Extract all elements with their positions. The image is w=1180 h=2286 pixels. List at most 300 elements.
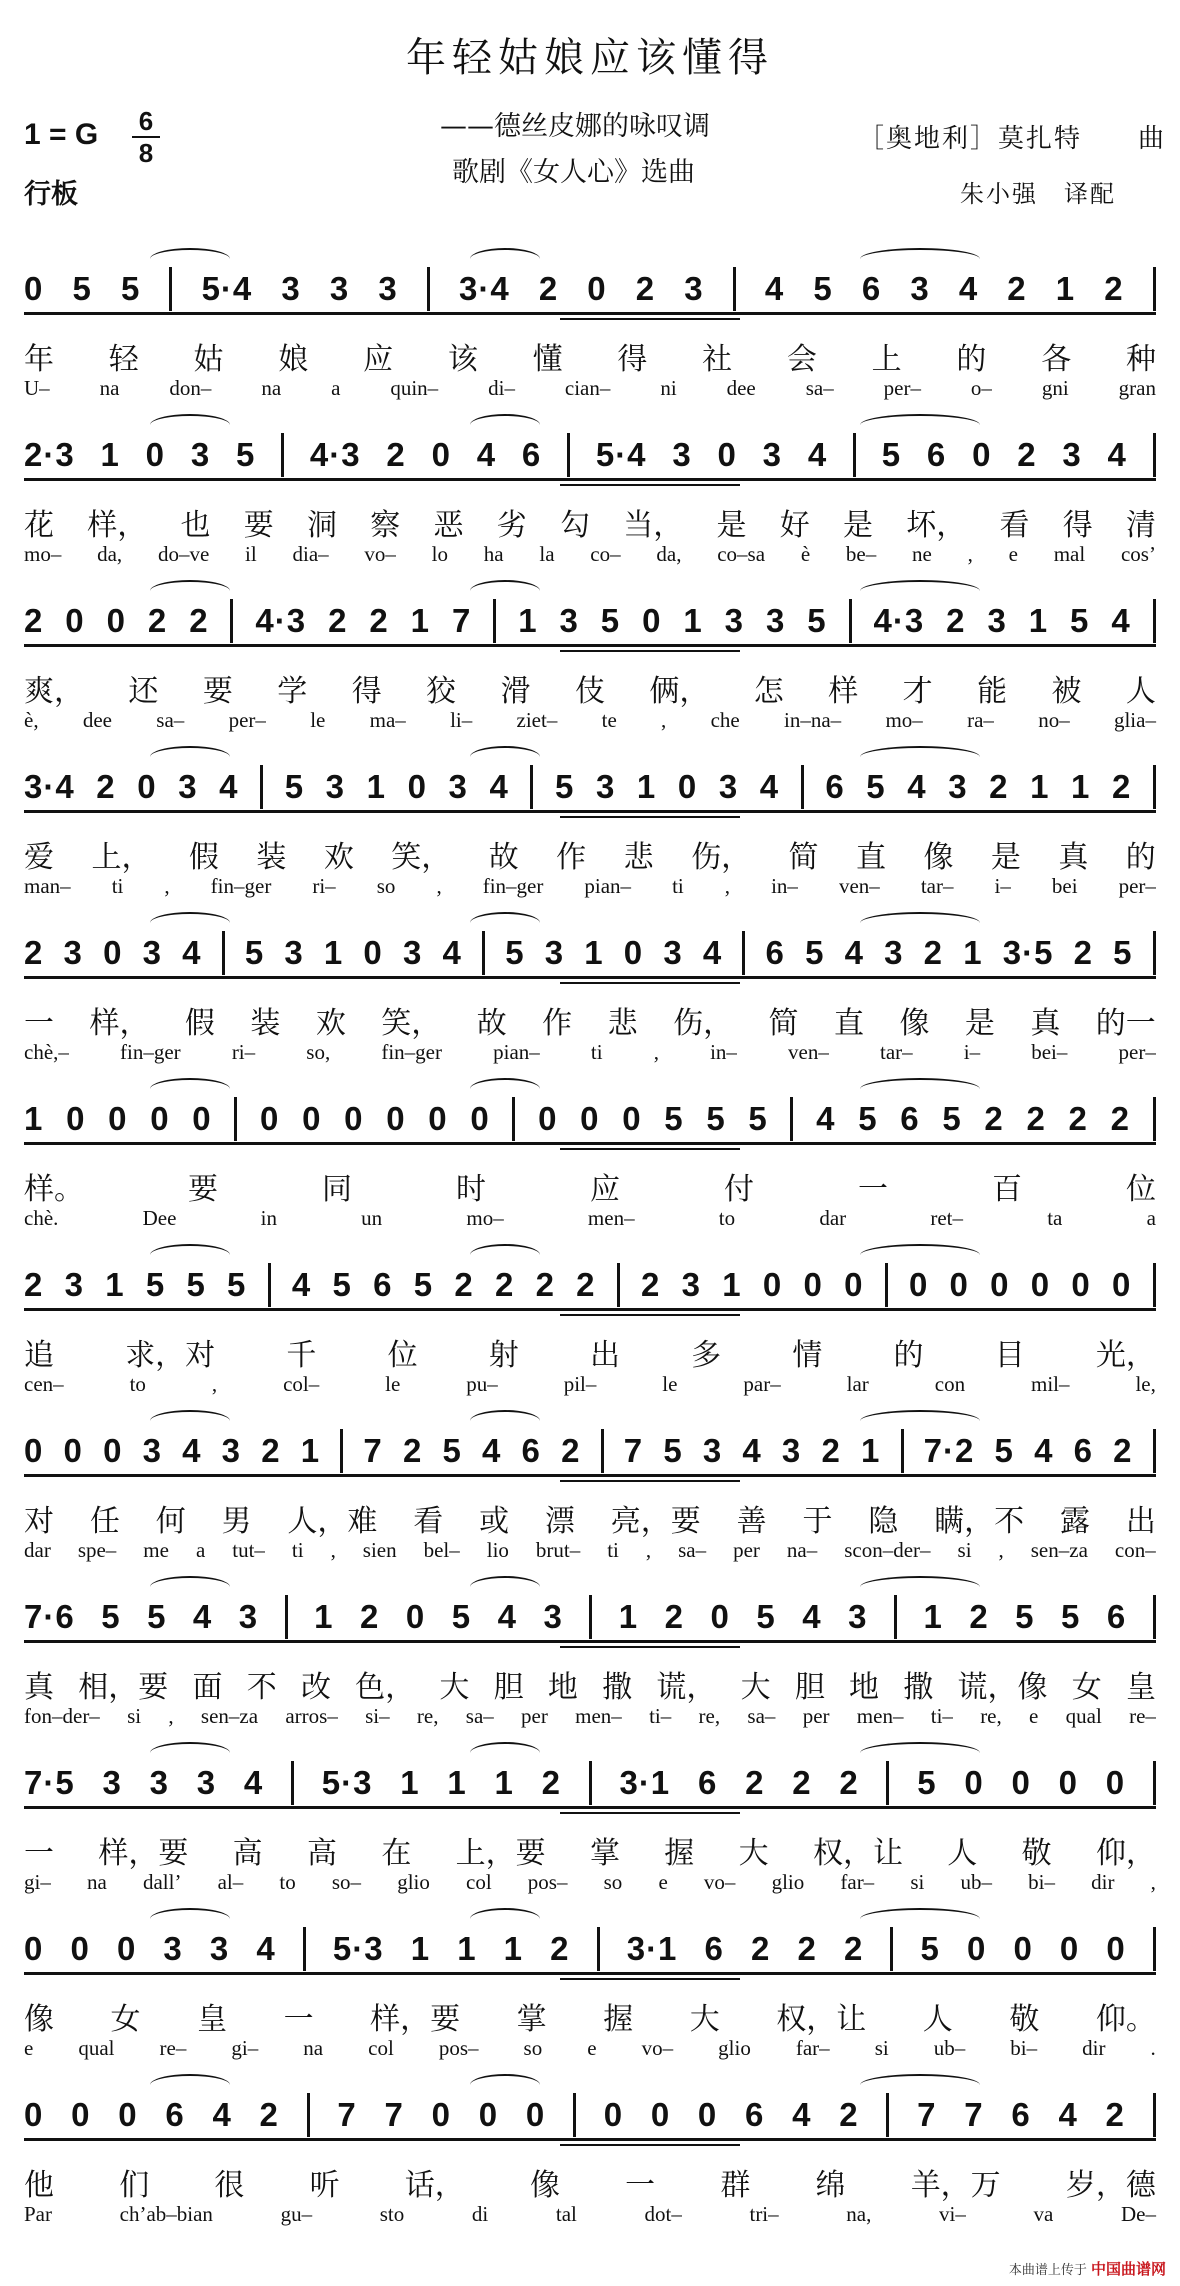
- note-token: 2: [843, 1930, 864, 1967]
- note-token: 4: [807, 436, 828, 473]
- lyric-syllable: 伎: [574, 674, 605, 709]
- lyric-syllable: ,: [1150, 1870, 1156, 1894]
- lyric-syllable: 的: [956, 342, 987, 377]
- lyric-syllable: ti: [111, 874, 124, 898]
- lyric-syllable: ,: [724, 874, 731, 898]
- lyric-syllable: ra–: [967, 708, 994, 732]
- lyric-syllable: 不: [246, 1670, 277, 1705]
- note-token: 0: [677, 768, 698, 805]
- lyric-syllable: ,: [168, 1704, 174, 1728]
- lyric-syllable: sen–za: [1030, 1538, 1088, 1562]
- lyric-syllable: 装: [250, 1006, 281, 1041]
- note-token: 0: [407, 768, 427, 805]
- bar-line: [801, 765, 804, 809]
- slur-arc: [470, 912, 540, 934]
- lyric-syllable: 作: [542, 1006, 573, 1041]
- lyric-syllable: sa–: [156, 708, 185, 732]
- lyric-syllable: glia–: [1113, 708, 1156, 732]
- note-token: 0: [710, 1598, 730, 1635]
- note-token: 2: [538, 270, 559, 307]
- note-token: 3: [559, 602, 579, 639]
- lyric-syllable: glio: [397, 1870, 430, 1894]
- chinese-lyrics: [24, 2160, 1156, 2204]
- lyric-syllable: 位: [387, 1338, 418, 1373]
- note-token: 4: [759, 768, 780, 805]
- note-token: 5: [1113, 934, 1133, 971]
- lyric-syllable: 轻: [108, 342, 139, 377]
- lyric-syllable: 善: [736, 1504, 767, 1539]
- notation-line: [24, 926, 1156, 980]
- lyric-syllable: 女: [110, 2002, 141, 2037]
- lyric-syllable: ven–: [788, 1040, 829, 1064]
- note-token: 5: [186, 1266, 206, 1303]
- note-token: 3: [987, 602, 1007, 639]
- lyric-syllable: tri–: [749, 2202, 779, 2226]
- lyric-syllable: 隐: [868, 1504, 899, 1539]
- note-token: 5: [663, 1432, 683, 1469]
- note-token: 0: [538, 1100, 558, 1137]
- note-token: 1: [447, 1764, 467, 1801]
- lyric-syllable: 花: [24, 508, 54, 543]
- note-token: 4: [219, 768, 239, 805]
- lyric-syllable: 才: [902, 674, 933, 709]
- note-token: 1: [24, 1100, 44, 1137]
- lyric-syllable: to: [718, 1206, 736, 1230]
- bar-line: [849, 599, 852, 643]
- lyric-syllable: 权，让: [812, 1836, 903, 1871]
- note-token: 6: [704, 1930, 724, 1967]
- lyric-syllable: 胆: [794, 1670, 825, 1705]
- bar-line: [1153, 1927, 1156, 1971]
- slur-arc: [470, 1244, 540, 1266]
- note-token: 3: [702, 1432, 723, 1469]
- note-token: 5: [413, 1266, 434, 1303]
- lyric-syllable: so: [603, 1870, 623, 1894]
- lyric-syllable: a: [331, 376, 341, 400]
- note-token: 2: [24, 1266, 44, 1303]
- note-token: 0: [386, 1100, 406, 1137]
- lyric-syllable: 真: [24, 1670, 54, 1705]
- lyric-syllable: il: [245, 542, 257, 566]
- note-token: 4: [702, 934, 723, 971]
- lyric-syllable: 皇: [1125, 1670, 1156, 1705]
- note-token: 0: [192, 1100, 212, 1137]
- bar-line: [1153, 1761, 1156, 1805]
- note-token: 4: [182, 934, 202, 971]
- lyric-syllable: 年: [24, 342, 54, 377]
- lyric-syllable: dall’: [142, 1870, 182, 1894]
- chinese-lyrics: [24, 1828, 1156, 1872]
- underline-beam: [24, 976, 1156, 979]
- note-token: 1: [300, 1432, 321, 1469]
- lyric-syllable: cos’: [1120, 542, 1156, 566]
- bar-line: [589, 1761, 592, 1805]
- note-token: 0: [24, 270, 44, 307]
- note-token: 1: [618, 1598, 639, 1635]
- lyric-syllable: 他: [24, 2168, 54, 2203]
- lyric-syllable: 是: [990, 840, 1021, 875]
- lyric-syllable: 相，要: [78, 1670, 169, 1705]
- slur-arc: [150, 580, 230, 602]
- lyric-syllable: 真: [1030, 1006, 1061, 1041]
- note-token: 0: [24, 2096, 44, 2133]
- note-token: 0: [844, 1266, 864, 1303]
- note-token: 0: [1013, 1930, 1033, 1967]
- note-token: 5: [881, 436, 902, 473]
- lyric-syllable: Par: [24, 2202, 52, 2226]
- note-token: 0: [622, 1100, 642, 1137]
- note-token: 3: [781, 1432, 802, 1469]
- lyric-syllable: 样。: [24, 1172, 84, 1207]
- note-token: 2: [839, 2096, 859, 2133]
- note-token: 2: [797, 1930, 817, 1967]
- slur-arc: [470, 580, 540, 602]
- note-token: 2: [541, 1764, 561, 1801]
- note-token: 3: [672, 436, 692, 473]
- lyric-syllable: far–: [840, 1870, 875, 1894]
- lyric-syllable: 伤，: [691, 840, 752, 875]
- note-token: 4: [1034, 1432, 1054, 1469]
- note-token: 1: [410, 1930, 431, 1967]
- lyric-syllable: chè.: [24, 1206, 59, 1230]
- note-token: 4: [476, 436, 497, 473]
- lyric-syllable: tut–: [232, 1538, 265, 1562]
- lyric-syllable: 种: [1125, 342, 1156, 377]
- note-token: 7·5: [24, 1764, 75, 1801]
- note-token: 3: [762, 436, 783, 473]
- note-token: 0: [990, 1266, 1010, 1303]
- slur-arc: [860, 580, 980, 602]
- note-token: 1: [963, 934, 983, 971]
- lyric-syllable: 要: [188, 1172, 218, 1207]
- notation-line: [24, 1258, 1156, 1312]
- note-token: 4: [182, 1432, 202, 1469]
- note-token: 0: [24, 1930, 44, 1967]
- slur-arc: [860, 1742, 980, 1764]
- note-token: 2: [24, 934, 44, 971]
- note-token: 3: [284, 934, 304, 971]
- bar-line: [1153, 765, 1156, 809]
- note-token: 4: [958, 270, 979, 307]
- lyric-syllable: bei: [1051, 874, 1078, 898]
- note-token: 0: [116, 1930, 137, 1967]
- upload-footer: [1009, 2258, 1166, 2279]
- bar-line: [1153, 267, 1156, 311]
- lyric-syllable: 像: [899, 1006, 930, 1041]
- lyric-syllable: i–: [994, 874, 1011, 898]
- lyric-syllable: ta: [1047, 1206, 1063, 1230]
- lyric-syllable: per–: [1118, 1040, 1156, 1064]
- lyric-syllable: 学: [277, 674, 308, 709]
- note-token: 5: [917, 1764, 937, 1801]
- lyric-syllable: dee: [82, 708, 113, 732]
- underline-beam-double: [560, 1480, 740, 1482]
- underline-beam-double: [560, 982, 740, 984]
- meter-top: 6: [138, 106, 154, 136]
- lyric-syllable: o–: [970, 376, 992, 400]
- lyric-syllable: col: [368, 2036, 394, 2060]
- slur-arc: [150, 912, 230, 934]
- lyric-syllable: per: [802, 1704, 830, 1728]
- lyric-syllable: so,: [306, 1040, 331, 1064]
- lyric-syllable: re,: [980, 1704, 1002, 1728]
- lyric-syllable: quin–: [390, 376, 439, 400]
- note-token: 3·1: [626, 1930, 678, 1967]
- lyric-syllable: 大: [738, 1836, 769, 1871]
- lyric-syllable: bi–: [1028, 1870, 1055, 1894]
- note-token: 1: [1055, 270, 1076, 307]
- lyric-syllable: tar–: [879, 1040, 913, 1064]
- note-token: 7: [337, 2096, 357, 2133]
- note-token: 4: [482, 1432, 502, 1469]
- lyric-syllable: fin–ger: [381, 1040, 442, 1064]
- note-token: 4: [497, 1598, 517, 1635]
- lyric-syllable: 欢: [315, 1006, 346, 1041]
- lyric-syllable: 像: [24, 2002, 54, 2037]
- note-token: 1: [323, 934, 344, 971]
- lyric-syllable: 故: [476, 1006, 507, 1041]
- note-token: 3: [684, 270, 704, 307]
- notation-line: [24, 262, 1156, 316]
- lyric-syllable: dia–: [292, 542, 329, 566]
- slur-arc: [470, 2074, 540, 2096]
- lyric-syllable: 被: [1051, 674, 1082, 709]
- bar-line: [742, 931, 745, 975]
- underline-beam: [24, 1142, 1156, 1145]
- notation-line: [24, 1092, 1156, 1146]
- note-token: 0: [65, 602, 85, 639]
- slur-arc: [150, 1742, 230, 1764]
- note-token: 0: [70, 1930, 90, 1967]
- note-token: 0: [431, 436, 451, 473]
- lyric-syllable: per: [521, 1704, 548, 1728]
- note-token: 3: [149, 1764, 169, 1801]
- lyric-syllable: 亮，要: [610, 1504, 701, 1539]
- chinese-lyrics: [24, 500, 1156, 544]
- chinese-lyrics: [24, 666, 1156, 710]
- score-system: [0, 2054, 1180, 2254]
- note-token: 4: [802, 1598, 822, 1635]
- note-token: 1: [366, 768, 386, 805]
- uploader-text: 本曲谱上传于: [1008, 2263, 1087, 2278]
- composer-credit: ［奥地利］莫扎特 曲: [858, 124, 1167, 154]
- lyric-syllable: arros–: [285, 1704, 338, 1728]
- lyric-syllable: sa–: [805, 376, 834, 400]
- note-token: 2: [664, 1598, 685, 1635]
- lyric-syllable: mo–: [24, 542, 62, 566]
- note-token: 0: [1106, 1930, 1126, 1967]
- time-signature: [126, 106, 166, 168]
- note-token: 0: [363, 934, 383, 971]
- lyric-syllable: ven–: [838, 874, 880, 898]
- note-token: 5: [748, 1100, 768, 1137]
- lyric-syllable: e: [587, 2036, 597, 2060]
- lyric-syllable: 装: [256, 840, 287, 875]
- lyric-syllable: te: [601, 708, 617, 732]
- lyric-syllable: 是: [964, 1006, 995, 1041]
- note-token: 3: [544, 934, 565, 971]
- note-token: 0: [972, 436, 992, 473]
- note-token: 2: [641, 1266, 661, 1303]
- bar-line: [1153, 599, 1156, 643]
- note-token: 0: [762, 1266, 783, 1303]
- bar-line: [493, 599, 496, 643]
- note-token: 5·4: [595, 436, 647, 473]
- note-token: 0: [71, 2096, 91, 2133]
- note-token: 0: [966, 1930, 987, 1967]
- note-token: 0: [1058, 1764, 1078, 1801]
- underline-beam: [24, 2138, 1156, 2141]
- slur-arc: [470, 1410, 540, 1432]
- lyric-syllable: 任: [89, 1504, 120, 1539]
- note-token: 0: [302, 1100, 322, 1137]
- lyric-syllable: re,: [698, 1704, 721, 1728]
- lyric-syllable: so: [523, 2036, 543, 2060]
- lyric-syllable: le: [310, 708, 326, 732]
- lyric-syllable: 一: [24, 1006, 54, 1041]
- lyric-syllable: 话，: [404, 2168, 465, 2203]
- note-token: 2: [147, 602, 168, 639]
- lyric-syllable: 该: [447, 342, 478, 377]
- note-token: 1: [314, 1598, 334, 1635]
- bar-line: [853, 433, 856, 477]
- note-token: 6: [1106, 1598, 1127, 1635]
- lyric-syllable: 谎，: [656, 1670, 717, 1705]
- lyric-syllable: 滑: [500, 674, 531, 709]
- lyric-syllable: 要: [243, 508, 274, 543]
- lyric-syllable: 同: [322, 1172, 352, 1207]
- note-token: 4: [256, 1930, 276, 1967]
- lyric-syllable: be–: [845, 542, 877, 566]
- opera-source: 歌剧《女人心》选曲: [452, 157, 695, 188]
- lyric-syllable: è,: [24, 708, 39, 732]
- lyric-syllable: na: [99, 376, 120, 400]
- slur-arc: [860, 414, 980, 436]
- bar-line: [285, 1595, 288, 1639]
- note-token: 2: [989, 768, 1009, 805]
- lyric-syllable: 看: [999, 508, 1030, 543]
- lyric-syllable: 的: [1125, 840, 1156, 875]
- note-token: 3: [595, 768, 616, 805]
- lyric-syllable: per–: [1118, 874, 1156, 898]
- lyric-syllable: da,: [97, 542, 123, 566]
- note-token: 5: [1070, 602, 1090, 639]
- bar-line: [230, 599, 233, 643]
- lyric-syllable: e: [658, 1870, 668, 1894]
- lyric-syllable: brut–: [535, 1538, 581, 1562]
- lyric-syllable: 位: [1126, 1172, 1156, 1207]
- note-token: 1: [400, 1764, 420, 1801]
- note-token: 3·4: [24, 768, 75, 805]
- lyric-syllable: le: [385, 1372, 401, 1396]
- underline-beam: [24, 478, 1156, 481]
- note-token: 1: [636, 768, 657, 805]
- lyric-syllable: 像: [529, 2168, 560, 2203]
- lyric-syllable: 像: [923, 840, 954, 875]
- note-token: 7: [363, 1432, 383, 1469]
- lyric-syllable: 胆: [493, 1670, 524, 1705]
- note-token: 0: [1105, 1764, 1126, 1801]
- note-token: 2: [576, 1266, 596, 1303]
- underline-beam: [24, 1972, 1156, 1975]
- note-token: 5: [72, 270, 92, 307]
- lyric-syllable: 狡: [426, 674, 457, 709]
- lyric-syllable: va: [1033, 2202, 1054, 2226]
- lyric-syllable: na: [303, 2036, 324, 2060]
- lyric-syllable: cen–: [24, 1372, 64, 1396]
- lyric-syllable: 勾: [560, 508, 590, 543]
- note-token: 1: [410, 602, 431, 639]
- note-token: 2: [360, 1598, 380, 1635]
- note-token: 3: [281, 270, 301, 307]
- lyric-syllable: ziet–: [516, 708, 558, 732]
- note-token: 0: [478, 2096, 499, 2133]
- bar-line: [890, 1927, 893, 1971]
- lyric-syllable: 射: [488, 1338, 519, 1373]
- note-token: 0: [344, 1100, 364, 1137]
- note-token: 0: [137, 768, 157, 805]
- lyric-syllable: 仰。: [1095, 2002, 1156, 2037]
- note-token: 2: [1017, 436, 1037, 473]
- note-token: 3·5: [1002, 934, 1054, 971]
- note-token: 0: [405, 1598, 426, 1635]
- lyric-syllable: 应: [363, 342, 394, 377]
- slur-arc: [150, 1576, 230, 1598]
- lyric-syllable: to: [279, 1870, 296, 1894]
- lyric-syllable: far–: [795, 2036, 830, 2060]
- bar-line: [222, 931, 225, 975]
- note-token: 3: [448, 768, 468, 805]
- lyric-syllable: lo: [431, 542, 449, 566]
- note-token: 0: [1059, 1930, 1080, 1967]
- slur-arc: [470, 1908, 540, 1930]
- note-token: 5: [120, 270, 141, 307]
- slur-arc: [470, 248, 540, 270]
- underline-beam-double: [560, 318, 740, 320]
- lyric-syllable: dee: [726, 376, 756, 400]
- note-token: 2: [1073, 934, 1093, 971]
- note-token: 0: [717, 436, 737, 473]
- lyric-syllable: con: [934, 1372, 966, 1396]
- lyric-syllable: 握: [603, 2002, 634, 2037]
- note-token: 0: [431, 2096, 451, 2133]
- notation-line: [24, 1590, 1156, 1644]
- note-token: 6: [745, 2096, 765, 2133]
- lyric-syllable: 上: [871, 342, 902, 377]
- note-token: 5: [147, 1598, 167, 1635]
- slur-arc: [860, 248, 980, 270]
- lyric-syllable: 女: [1071, 1670, 1102, 1705]
- note-token: 2: [550, 1930, 570, 1967]
- lyric-syllable: 撒: [602, 1670, 633, 1705]
- note-token: 7: [384, 2096, 404, 2133]
- lyric-syllable: 恶: [433, 508, 464, 543]
- lyric-syllable: sto: [379, 2202, 405, 2226]
- note-token: 4: [442, 934, 462, 971]
- lyric-syllable: 在: [381, 1836, 412, 1871]
- lyric-syllable: U–: [24, 376, 50, 400]
- lyric-syllable: 绵: [815, 2168, 846, 2203]
- note-token: 4·3: [255, 602, 307, 639]
- note-token: 4: [907, 768, 927, 805]
- note-token: 2: [259, 2096, 279, 2133]
- note-token: 5: [942, 1100, 962, 1137]
- lyric-syllable: 得: [351, 674, 382, 709]
- note-token: 6: [697, 1764, 718, 1801]
- note-token: 0: [642, 602, 662, 639]
- bar-line: [260, 765, 263, 809]
- lyric-syllable: 各: [1041, 342, 1072, 377]
